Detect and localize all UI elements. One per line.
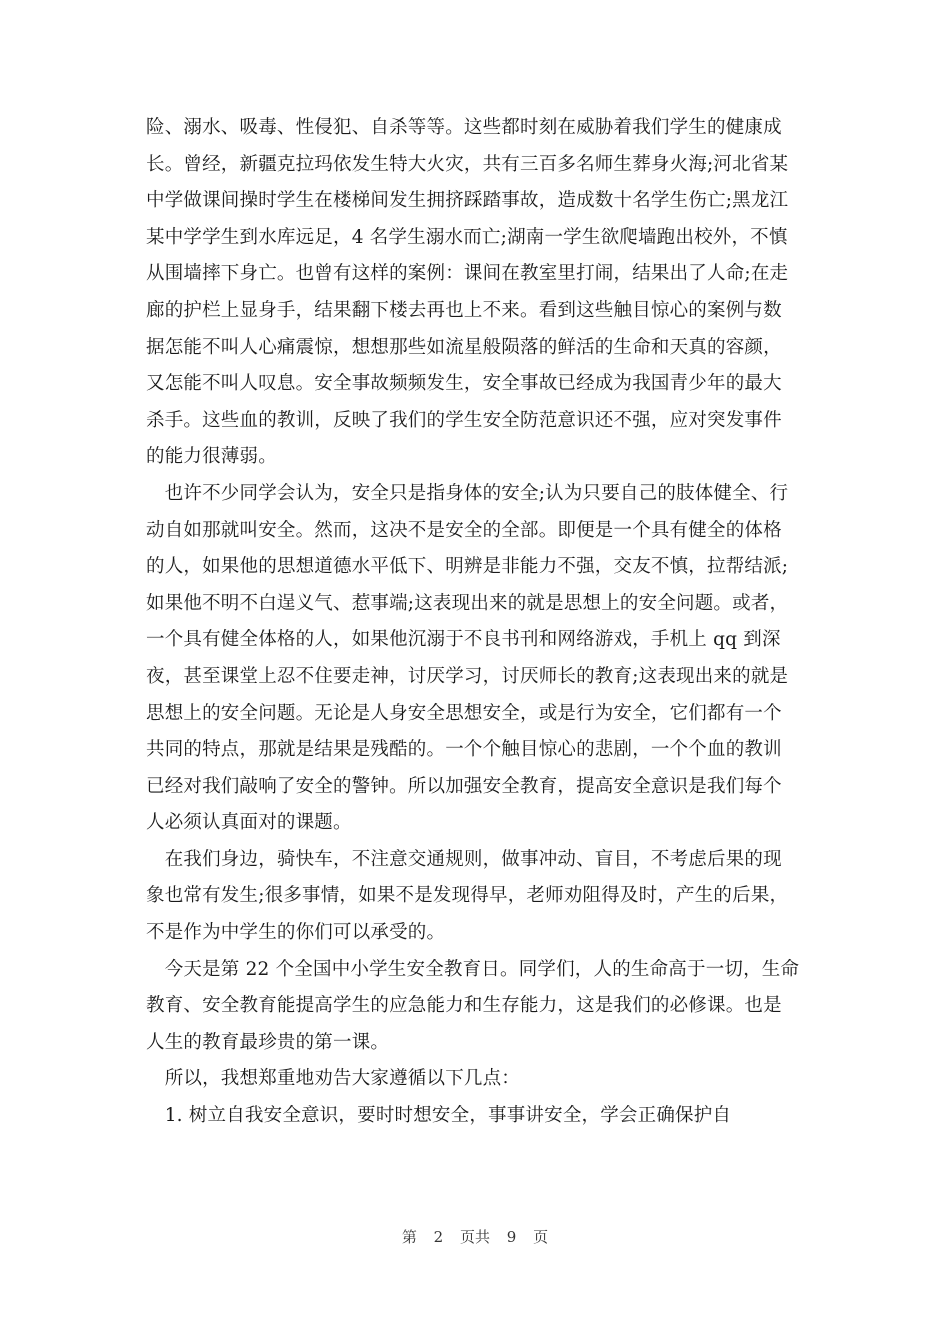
- text-line: 如果他不明不白逞义气、惹事端;这表现出来的就是思想上的安全问题。或者，: [146, 592, 789, 614]
- text-line: 杀手。这些血的教训，反映了我们的学生安全防范意识还不强，应对突发事件: [146, 409, 782, 431]
- text-line: 中学做课间操时学生在楼梯间发生拥挤踩踏事故，造成数十名学生伤亡;黑龙江: [146, 190, 789, 212]
- text-line: 的人，如果他的思想道德水平低下、明辨是非能力不强，交友不慎，拉帮结派;: [146, 556, 789, 578]
- text-line: 险、溺水、吸毒、性侵犯、自杀等等。这些都时刻在威胁着我们学生的健康成: [146, 117, 782, 138]
- text-line: 所以，我想郑重地劝告大家遵循以下几点：: [146, 1068, 521, 1090]
- text-line: 已经对我们敲响了安全的警钟。所以加强安全教育，提高安全意识是我们每个: [146, 775, 782, 797]
- text-line: 也许不少同学会认为，安全只是指身体的安全;认为只要自己的肢体健全、行: [146, 482, 789, 504]
- text-line: 又怎能不叫人叹息。安全事故频频发生，安全事故已经成为我国青少年的最大: [146, 373, 782, 395]
- text-line: 某中学学生到水库远足，4 名学生溺水而亡;湖南一学生欲爬墙跑出校外，不慎: [146, 226, 788, 248]
- text-line: 人必须认真面对的课题。: [146, 812, 352, 834]
- text-line: 从围墙摔下身亡。也曾有这样的案例：课间在教室里打闹，结果出了人命;在走: [146, 263, 789, 285]
- text-line: 在我们身边，骑快车，不注意交通规则，做事冲动、盲目，不考虑后果的现: [146, 848, 782, 870]
- text-line: 思想上的安全问题。无论是人身安全思想安全，或是行为安全，它们都有一个: [146, 702, 782, 724]
- text-line: 象也常有发生;很多事情，如果不是发现得早，老师劝阻得及时，产生的后果，: [146, 885, 789, 907]
- text-line: 人生的教育最珍贵的第一课。: [146, 1031, 390, 1053]
- text-line: 不是作为中学生的你们可以承受的。: [146, 922, 446, 944]
- text-line: 教育、安全教育能提高学生的应急能力和生存能力，这是我们的必修课。也是: [146, 995, 782, 1017]
- text-line: 长。曾经，新疆克拉玛依发生特大火灾，共有三百多名师生葬身火海;河北省某: [146, 153, 789, 175]
- text-line: 动自如那就叫安全。然而，这决不是安全的全部。即便是一个具有健全的体格: [146, 519, 782, 541]
- text-line: 据怎能不叫人心痛震惊，想想那些如流星般陨落的鲜活的生命和天真的容颜，: [146, 336, 782, 358]
- text-line: 夜，甚至课堂上忍不住要走神，讨厌学习，讨厌师长的教育;这表现出来的就是: [146, 665, 789, 687]
- text-line: 廊的护栏上显身手，结果翻下楼去再也上不来。看到这些触目惊心的案例与数: [146, 299, 782, 321]
- text-line: 1. 树立自我安全意识，要时时想安全，事事讲安全，学会正确保护自: [146, 1105, 732, 1127]
- page-number-footer: 第 2 页共 9 页: [401, 1228, 549, 1246]
- text-line: 今天是第 22 个全国中小学生安全教育日。同学们，人的生命高于一切，生命: [146, 958, 800, 980]
- document-body: [146, 110, 806, 1135]
- text-line: 一个具有健全体格的人，如果他沉溺于不良书刊和网络游戏，手机上 qq 到深: [146, 629, 781, 651]
- text-line: 共同的特点，那就是结果是残酷的。一个个触目惊心的悲剧，一个个血的教训: [146, 739, 782, 761]
- text-line: 的能力很薄弱。: [146, 446, 277, 468]
